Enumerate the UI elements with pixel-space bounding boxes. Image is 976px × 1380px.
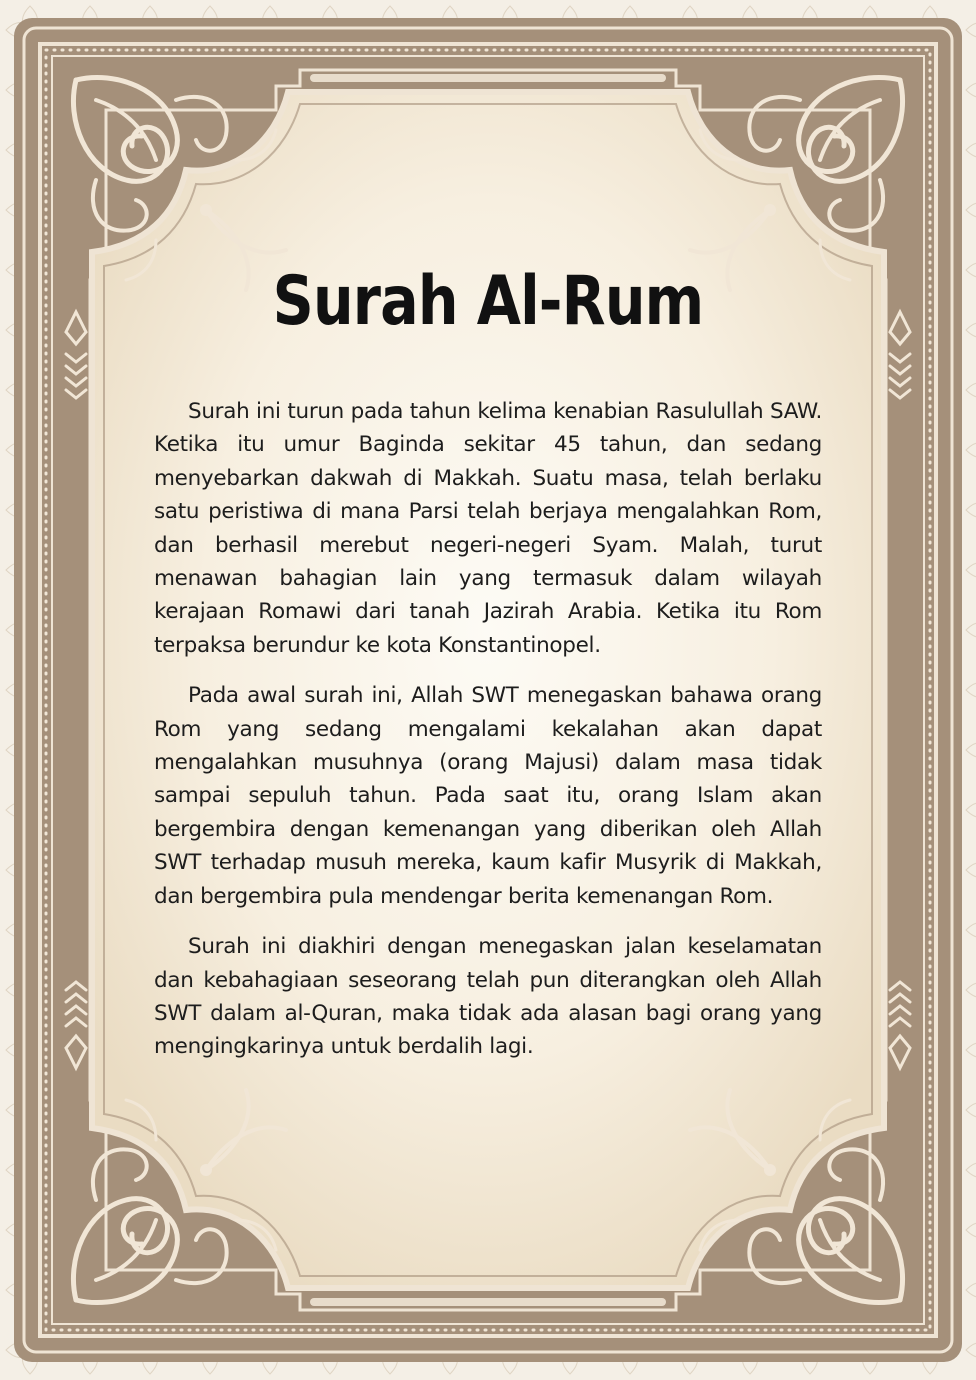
paragraph-1: Surah ini turun pada tahun kelima kenabian Rasulullah SAW. Ketika itu umur Baginda sekitar 45 tahun, dan sedang menyebarkan dakwah di Makkah. Suatu masa, telah berlaku satu peristiwa di mana Parsi telah berjaya mengalahkan Rom, dan berhasil merebut negeri-negeri Syam. Malah, turut menawan bahagian lain yang termasuk dalam wilayah kerajaan Romawi dari tanah Jazirah Arabia. Ketika itu Rom terpaksa berundur ke kota Konstantinopel.	[154, 399, 822, 658]
body-text	[154, 395, 822, 1081]
page-title: Surah Al-Rum	[272, 262, 704, 341]
paragraph-3: Surah ini diakhiri dengan menegaskan jalan keselamatan dan kebahagiaan seseorang telah pun diterangkan oleh Allah SWT dalam al-Quran, maka tidak ada alasan bagi orang yang mengingkarinya untuk berdalih lagi.	[154, 934, 822, 1060]
paragraph-2: Pada awal surah ini, Allah SWT menegaskan bahawa orang Rom yang sedang mengalami kekalahan akan dapat mengalahkan musuhnya (orang Majusi) dalam masa tidak sampai sepuluh tahun. Pada saat itu, orang Islam akan bergembira dengan kemenangan yang diberikan oleh Allah SWT terhadap musuh mereka, kaum kafir Musyrik di Makkah, dan bergembira pula mendengar berita kemenangan Rom.	[154, 683, 822, 909]
